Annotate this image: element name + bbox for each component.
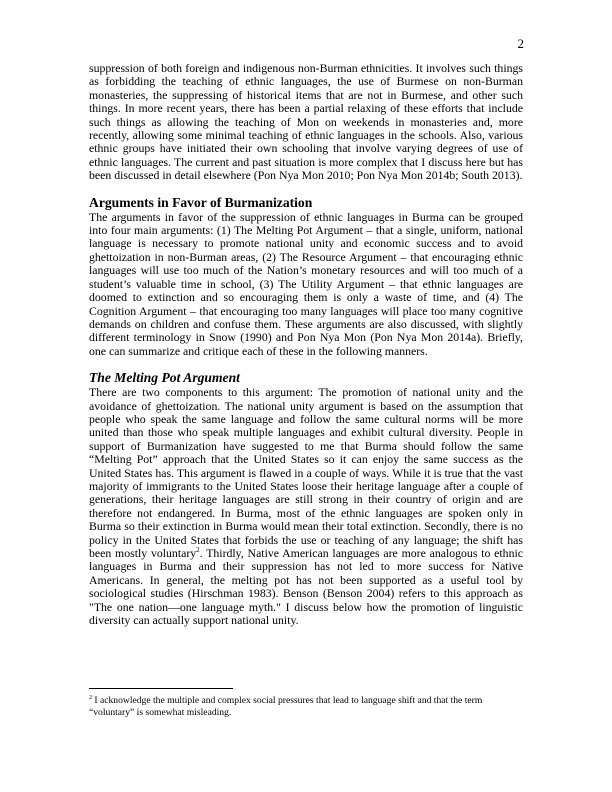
section-heading: Arguments in Favor of Burmanization bbox=[89, 194, 313, 210]
intro-paragraph: suppression of both foreign and indigenous non-Burman ethnicities. It involves such things as forbidding the teaching of ethnic languages, the use of Burmese on non-Burman monasteries, the suppressing of historical items that are not in Burmese, and other such things. In more recent years, there has been a partial relaxing of these efforts that include such things as allowing the teaching of Mon on weekends in monasteries and, more recently, allowing some minimal teaching of ethnic languages in the schools. Also, various ethnic groups have initiated their own schooling that involve varying degrees of use of ethnic languages. The current and past situation is more complex that I discuss here but has been discussed in detail elsewhere (Pon Nya Mon 2010; Pon Nya Mon 2014b; South 2013). bbox=[89, 61, 523, 183]
footnote-text: I acknowledge the multiple and complex social pressures that lead to language shift and that the term “voluntary” is somewhat misleading. bbox=[89, 695, 483, 718]
melting-pot-text-part2: . Thirdly, Native American languages are more analogous to ethnic languages in Burma and their suppression has not led to more success for Native Americans. In general, the melting pot has not been supported as a useful tool by sociological studies (Hirschman 1983). Benson (Benson 2004) refers to this approach as "The one nation—one language myth." I discuss below how the promotion of linguistic diversity can actually support national unity. bbox=[89, 546, 523, 628]
footnote bbox=[89, 695, 523, 718]
section-paragraph: The arguments in favor of the suppression of ethnic languages in Burma can be grouped into four main arguments: (1) The Melting Pot Argument – that a single, uniform, national language is necessary to promote national unity and economic success and to avoid ghettoization in non-Burman areas, (2) The Resource Argument – that encouraging ethnic languages will use too much of the Nation’s monetary resources and will too much of a student’s valuable time in school, (3) The Utility Argument – that ethnic languages are doomed to extinction and so encouraging them is only a waste of time, and (4) The Cognition Argument – that encouraging too many languages will place too many cognitive demands on children and confuse them. These arguments are also discussed, with slightly different terminology in Snow (1990) and Pon Nya Mon (Pon Nya Mon 2014a). Briefly, one can summarize and critique each of these in the following manners. bbox=[89, 209, 523, 358]
subsection-heading: The Melting Pot Argument bbox=[89, 370, 240, 386]
melting-pot-paragraph bbox=[89, 386, 523, 627]
footnote-reference[interactable]: 2 bbox=[196, 546, 200, 555]
melting-pot-text-part1: There are two components to this argument: The promotion of national unity and the avoidance of ghettoization. The national unity argument is based on the assumption that people who speak the same language and follow the same cultural norms will be more united than those who speak multiple languages and exhibit cultural diversity. People in support of Burmanization have suggested to me that Burma should follow the same “Melting Pot” approach that the United States so it can enjoy the same success as the United States has. This argument is flawed in a couple of ways. While it is true that the vast majority of immigrants to the United States loose their heritage language after a couple of generations, their heritage languages are still strong in their country of origin and are therefore not endangered. In Burma, most of the ethnic languages are spoken only in Burma so their extinction in Burma would mean their total extinction. Secondly, there is no policy in the United States that forbids the use or teaching of any language; the shift has been mostly voluntary bbox=[89, 385, 523, 560]
footnote-marker: 2 bbox=[89, 694, 92, 701]
footnote-separator bbox=[89, 688, 233, 689]
page-number: 2 bbox=[517, 36, 524, 51]
page-body bbox=[89, 62, 523, 627]
